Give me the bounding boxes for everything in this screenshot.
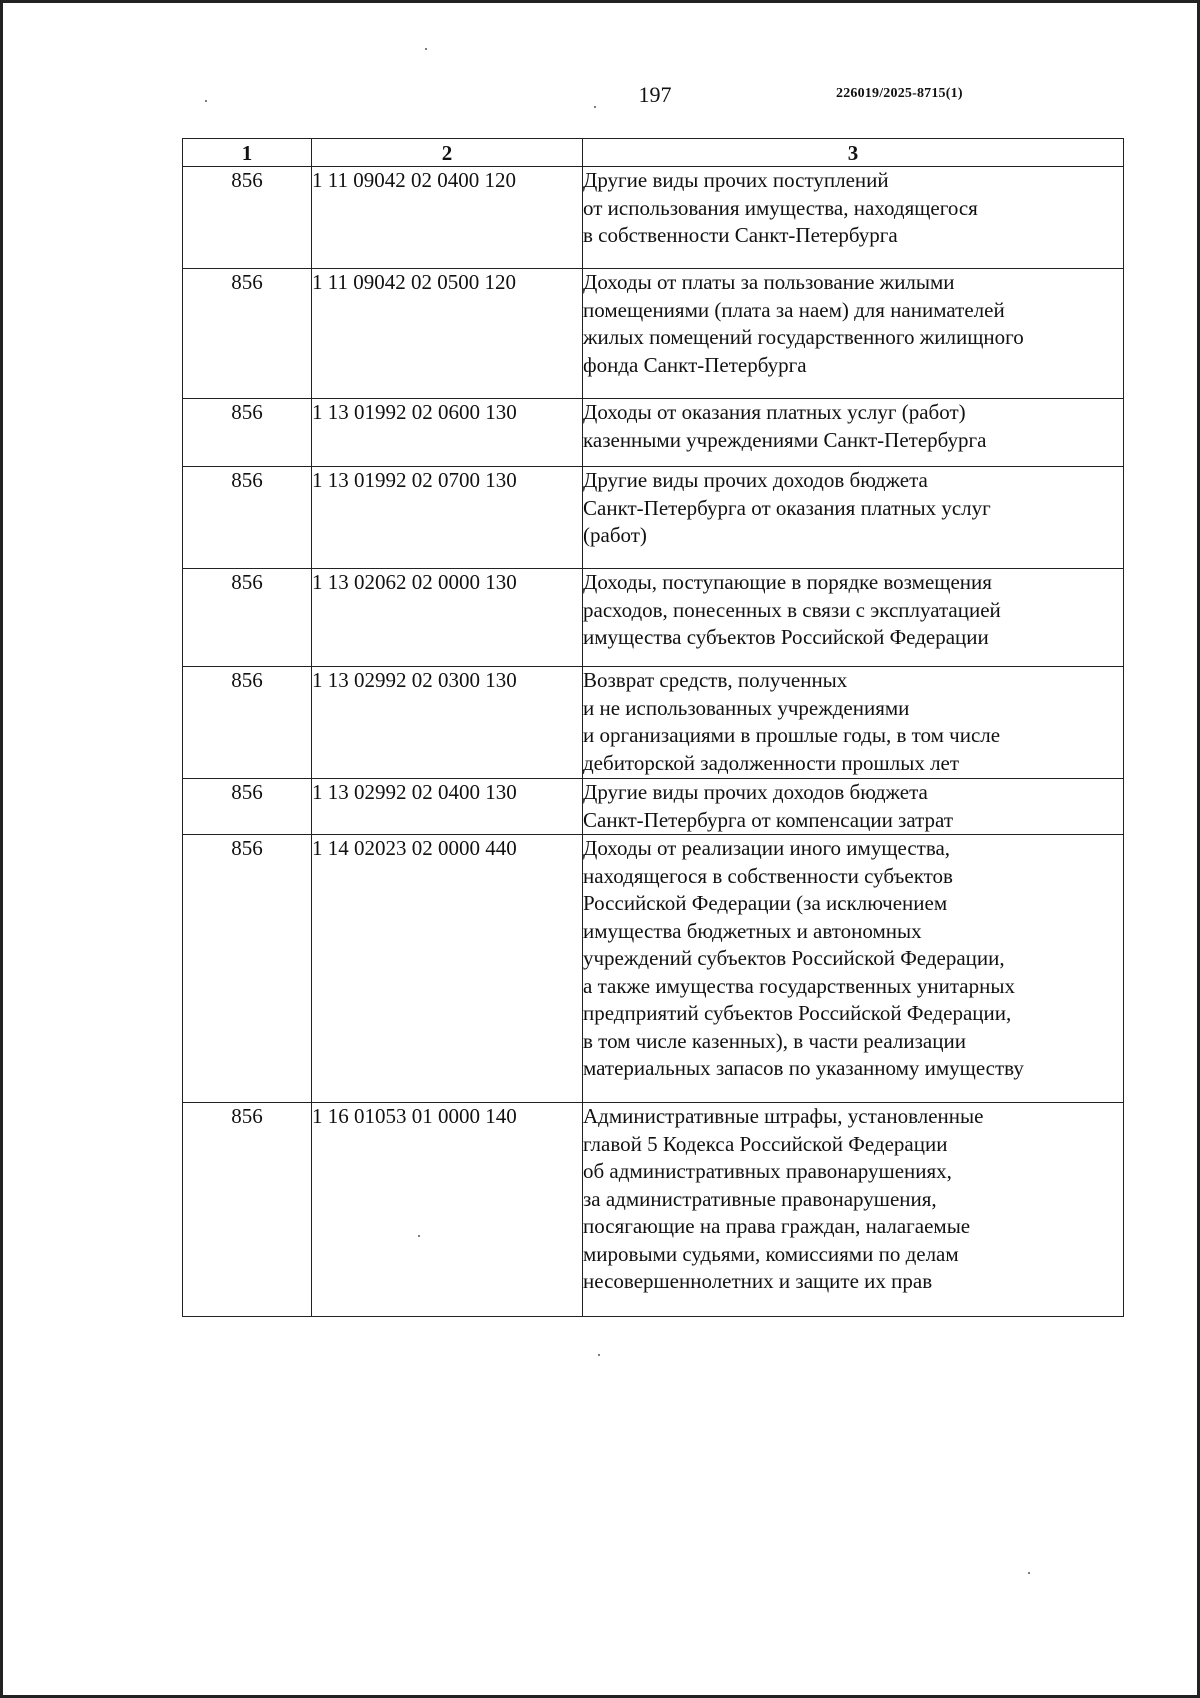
- table-row: [183, 167, 1124, 269]
- description-line: посягающие на права граждан, налагаемые: [583, 1214, 971, 1238]
- description-line: Другие виды прочих поступлений: [583, 168, 889, 192]
- admin-code-cell: 856: [183, 167, 312, 269]
- table-row: [183, 835, 1124, 1103]
- column-header-3: 3: [583, 139, 1124, 167]
- description-line: казенными учреждениями Санкт-Петербурга: [583, 427, 987, 452]
- description-line: мировыми судьями, комиссиями по делам: [583, 1241, 959, 1266]
- kbk-code-cell: 1 13 02992 02 0300 130: [312, 667, 583, 779]
- table-row: [183, 467, 1124, 569]
- scan-speck: [205, 100, 207, 102]
- description-line: Доходы от реализации иного имущества,: [583, 836, 951, 860]
- description-line: имущества бюджетных и автономных: [583, 918, 922, 943]
- scan-speck: [598, 1354, 600, 1356]
- description-cell: [583, 1103, 1124, 1317]
- description-line: от использования имущества, находящегося: [583, 195, 978, 220]
- description-line: Санкт-Петербурга от оказания платных услуг: [583, 495, 991, 520]
- admin-code-cell: 856: [183, 269, 312, 399]
- admin-code-cell: 856: [183, 467, 312, 569]
- description-line: Доходы от оказания платных услуг (работ): [583, 400, 966, 424]
- description-cell: [583, 835, 1124, 1103]
- description-cell: [583, 269, 1124, 399]
- admin-code-cell: 856: [183, 569, 312, 667]
- column-header-2: 2: [312, 139, 583, 167]
- description-line: учреждений субъектов Российской Федерации,: [583, 946, 1005, 970]
- page-number: 197: [638, 82, 672, 107]
- description-line: Доходы, поступающие в порядке возмещения: [583, 570, 992, 594]
- admin-code-cell: 856: [183, 399, 312, 467]
- description-line: имущества субъектов Российской Федерации: [583, 625, 989, 649]
- description-cell: [583, 779, 1124, 835]
- kbk-code-cell: 1 14 02023 02 0000 440: [312, 835, 583, 1103]
- kbk-code-cell: 1 13 02992 02 0400 130: [312, 779, 583, 835]
- description-line: помещениями (плата за наем) для нанимателей: [583, 297, 1005, 322]
- admin-code-cell: 856: [183, 667, 312, 779]
- description-line: в собственности Санкт-Петербурга: [583, 223, 898, 247]
- description-line: и не использованных учреждениями: [583, 695, 910, 720]
- scan-speck: [425, 48, 427, 50]
- description-line: и организациями в прошлые годы, в том числе: [583, 723, 1001, 747]
- description-line: Административные штрафы, установленные: [583, 1104, 984, 1128]
- description-line: предприятий субъектов Российской Федерации,: [583, 1001, 1012, 1025]
- description-line: несовершеннолетних и защите их прав: [583, 1269, 933, 1293]
- column-header-1: 1: [183, 139, 312, 167]
- admin-code-cell: 856: [183, 1103, 312, 1317]
- description-cell: [583, 467, 1124, 569]
- description-line: Санкт-Петербурга от компенсации затрат: [583, 807, 954, 832]
- admin-code-cell: 856: [183, 835, 312, 1103]
- description-cell: [583, 167, 1124, 269]
- description-line: Возврат средств, полученных: [583, 668, 848, 692]
- description-line: Другие виды прочих доходов бюджета: [583, 468, 928, 492]
- scan-speck: [594, 106, 596, 108]
- kbk-code-cell: 1 13 02062 02 0000 130: [312, 569, 583, 667]
- document-reference: 226019/2025-8715(1): [836, 86, 963, 101]
- description-line: Российской Федерации (за исключением: [583, 891, 948, 915]
- table-row: [183, 399, 1124, 467]
- description-line: в том числе казенных), в части реализации: [583, 1028, 966, 1053]
- description-line: находящегося в собственности субъектов: [583, 863, 953, 888]
- description-line: главой 5 Кодекса Российской Федерации: [583, 1131, 948, 1156]
- table-row: [183, 569, 1124, 667]
- table-row: [183, 667, 1124, 779]
- description-line: об административных правонарушениях,: [583, 1159, 952, 1183]
- kbk-code-cell: 1 16 01053 01 0000 140: [312, 1103, 583, 1317]
- description-line: за административные правонарушения,: [583, 1186, 937, 1211]
- description-line: (работ): [583, 523, 647, 547]
- table-row: [183, 1103, 1124, 1317]
- description-line: а также имущества государственных унитарных: [583, 973, 1015, 998]
- description-line: Доходы от платы за пользование жилыми: [583, 270, 955, 294]
- admin-code-cell: 856: [183, 779, 312, 835]
- kbk-code-cell: 1 11 09042 02 0400 120: [312, 167, 583, 269]
- description-line: расходов, понесенных в связи с эксплуатацией: [583, 597, 1001, 622]
- table-row: [183, 269, 1124, 399]
- kbk-code-cell: 1 13 01992 02 0600 130: [312, 399, 583, 467]
- description-line: жилых помещений государственного жилищного: [583, 325, 1024, 349]
- description-line: материальных запасов по указанному имуществу: [583, 1056, 1024, 1080]
- description-cell: [583, 667, 1124, 779]
- description-cell: [583, 399, 1124, 467]
- kbk-code-cell: 1 11 09042 02 0500 120: [312, 269, 583, 399]
- description-line: дебиторской задолженности прошлых лет: [583, 750, 960, 775]
- description-line: Другие виды прочих доходов бюджета: [583, 780, 928, 804]
- table-header-row: [183, 139, 1124, 167]
- description-cell: [583, 569, 1124, 667]
- budget-codes-table: [182, 138, 1124, 1317]
- description-line: фонда Санкт-Петербурга: [583, 352, 807, 377]
- table-row: [183, 779, 1124, 835]
- kbk-code-cell: 1 13 01992 02 0700 130: [312, 467, 583, 569]
- scan-speck: [1028, 1572, 1030, 1574]
